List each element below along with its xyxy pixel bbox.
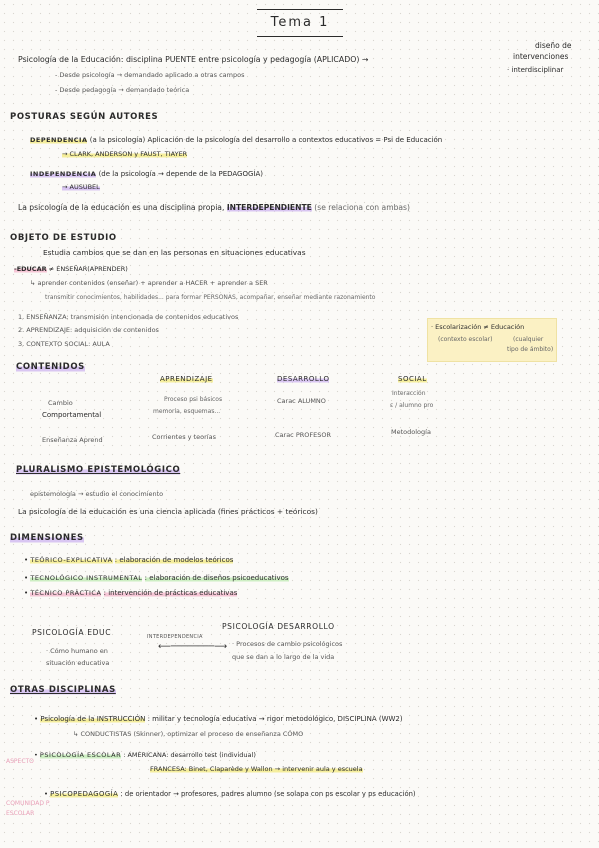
objeto-item-3: 3. CONTEXTO SOCIAL: AULA (18, 340, 110, 348)
side-note-comunidad-1: COMUNIDAD P (6, 800, 50, 807)
intro-side-note-1: diseño de (535, 41, 572, 50)
dimension-2-bullet: • (24, 574, 31, 582)
side-note-comunidad-2: ESCOLAR (6, 810, 35, 817)
diagram-left-sub-2: situación educativa (46, 659, 110, 667)
diagram-left-sub-1: · Cómo humano en (46, 647, 108, 655)
note-line-3: (cualquier (513, 336, 544, 343)
independencia-label: INDEPENDENCIA (30, 170, 97, 178)
conclusion-main: La psicología de la educación es una disciplina propia, (18, 203, 225, 212)
row1-aprendizaje-b: memoria, esquemas... (153, 408, 221, 415)
educar-rest: ≠ ENSEÑAR(APRENDER) (48, 265, 128, 273)
column-social-label: SOCIAL (398, 375, 427, 383)
note-line-2: (contexto escolar) (438, 336, 493, 343)
otras-item-2-b-text: FRANCESA: Binet, Claparède y Wallon → intervenir aula y escuela (150, 765, 363, 773)
note-line-4: tipo de ámbito) (507, 346, 554, 353)
diagram-right-sub-2: que se dan a lo largo de la vida (232, 653, 335, 661)
dependencia-line (30, 136, 442, 145)
otras-item-1 (34, 715, 403, 723)
otras-item-3-text: : de orientador → profesores, padres alumno (se solapa con ps escolar y ps educación) (120, 790, 416, 798)
pluralismo-heading (16, 465, 180, 475)
conclusion-keyword: INTERDEPENDIENTE (226, 203, 312, 212)
dependencia-authors (62, 151, 187, 159)
educar-label: -EDUCAR (14, 265, 47, 273)
row2-desarrollo: Carac PROFESOR (275, 431, 331, 439)
otras-item-3 (44, 790, 416, 798)
objeto-definition: Estudia cambios que se dan en las personas en situaciones educativas (43, 248, 306, 257)
bidirectional-arrow-icon: ⟵────────⟶ (158, 642, 228, 652)
educar-sub-2: transmitir conocimientos, habilidades... para formar PERSONAS, acompañar, enseñar mediante razonamiento (45, 294, 376, 301)
objeto-heading: OBJETO DE ESTUDIO (10, 233, 117, 243)
column-aprendizaje (160, 375, 213, 383)
column-aprendizaje-label: APRENDIZAJE (160, 375, 213, 383)
contenidos-heading (16, 362, 85, 372)
educar-line (14, 266, 128, 274)
otras-item-1-text: : militar y tecnología educativa → rigor metodológico, DISCIPLINA (WW2) (147, 715, 403, 723)
side-note-aspecto: ASPECTO (6, 758, 34, 765)
dimension-2-label: TECNOLÓGICO INSTRUMENTAL (30, 574, 143, 582)
pluralismo-heading-text: PLURALISMO EPISTEMOLÓGICO (16, 465, 181, 475)
independencia-authors-text: → AUSUBEL (62, 183, 100, 191)
dimensiones-heading (10, 533, 84, 543)
dimension-2-text: : elaboración de diseños psicoeducativos (144, 574, 289, 582)
row2-label: Enseñanza Aprend (42, 436, 103, 444)
dependencia-authors-text: → CLARK, ANDERSON y FAUST, TIAYER (62, 150, 188, 158)
otras-item-2 (34, 752, 256, 760)
independencia-line (30, 170, 263, 179)
dimension-1 (24, 556, 233, 565)
column-desarrollo-label: DESARROLLO (277, 375, 330, 383)
diagram-right-sub-1: · Procesos de cambio psicológicos (232, 640, 343, 648)
row1-desarrollo: Carac ALUMNO (277, 397, 326, 405)
pluralismo-line-1: epistemología → estudio el conocimiento (30, 490, 164, 498)
dependencia-text: (a la psicología) Aplicación de la psicología del desarrollo a contextos educativos = Psi de Educación (89, 136, 443, 144)
diagram-right-title: PSICOLOGÍA DESARROLLO (222, 622, 335, 631)
dimension-3 (24, 589, 237, 598)
dependencia-label: DEPENDENCIA (30, 136, 88, 144)
otras-item-2-label: PSICOLOGÍA ESCOLAR (39, 751, 122, 759)
diagram-left-title: PSICOLOGÍA EDUC (32, 628, 112, 637)
dimensiones-heading-text: DIMENSIONES (10, 533, 84, 543)
row1-label-b: Comportamental (42, 411, 102, 419)
otras-heading (10, 685, 116, 695)
column-social (398, 375, 427, 383)
educar-sub-1: ↳ aprender contenidos (enseñar) + aprender a HACER + aprender a SER (30, 279, 268, 287)
column-desarrollo (277, 375, 329, 383)
otras-heading-text: OTRAS DISCIPLINAS (10, 685, 116, 695)
objeto-item-1: 1. ENSEÑANZA: transmisión intencionada de contenidos educativos (18, 313, 239, 321)
pluralismo-line-2: La psicología de la educación es una ciencia aplicada (fines prácticos + teóricos) (18, 507, 318, 516)
objeto-item-2: 2. APRENDIZAJE: adquisición de contenidos (18, 326, 159, 334)
otras-item-1-label: Psicología de la INSTRUCCIÓN (40, 715, 146, 723)
dimension-1-text: : elaboración de modelos teóricos (114, 556, 234, 564)
row1-social-b: ε / alumno pro (390, 402, 434, 409)
dimension-3-label: TÉCNICO PRÁCTICA (30, 589, 102, 597)
dimension-1-label: TEÓRICO-EXPLICATIVA (30, 556, 113, 564)
intro-definition: Psicología de la Educación: disciplina PUENTE entre psicología y pedagogía (APLICADO) → (18, 55, 369, 64)
row2-aprendizaje: Corrientes y teorías (152, 433, 216, 441)
note-line-1: · Escolarización ≠ Educación (431, 323, 525, 331)
row1-label-a: Cambio (48, 399, 73, 407)
otras-item-1-bullet: • (34, 715, 41, 723)
independencia-authors (62, 184, 100, 192)
contenidos-heading-text: CONTENIDOS (16, 362, 85, 372)
dimension-3-bullet: • (24, 589, 31, 597)
dimension-2 (24, 574, 289, 583)
row1-social-a: Interacción (392, 390, 426, 397)
otras-item-2-text: : AMERICANA: desarrollo test (individual) (123, 751, 256, 759)
row1-aprendizaje-a: Proceso psi básicos (164, 396, 223, 403)
diagram-middle-label: INTERDEPENDENCIA (147, 634, 203, 640)
posturas-conclusion (18, 203, 410, 212)
dimension-1-bullet: • (24, 556, 31, 564)
otras-item-2-b (150, 766, 363, 774)
intro-bullet-psychology: - Desde psicología → demandado aplicado a otras campos (55, 71, 245, 79)
otras-item-1-sub: ↳ CONDUCTISTAS (Skinner), optimizar el proceso de enseñanza CÓMO (73, 730, 304, 738)
dimension-3-text: : intervención de prácticas educativas (103, 589, 238, 597)
otras-item-3-bullet: • (44, 790, 51, 798)
page-title: Tema 1 (257, 9, 343, 37)
intro-side-note-3: · interdisciplinar (507, 66, 564, 74)
conclusion-note: (se relaciona con ambas) (314, 203, 410, 212)
intro-bullet-pedagogy: - Desde pedagogía → demandado teórica (55, 86, 190, 94)
intro-side-note-2: intervenciones (513, 52, 569, 61)
otras-item-2-bullet: • (34, 751, 40, 759)
row2-social: Metodología (391, 428, 431, 436)
otras-item-3-label: PSICOPEDAGOGÍA (50, 790, 119, 798)
posturas-heading: POSTURAS SEGÚN AUTORES (10, 112, 159, 122)
independencia-text: (de la psicología → depende de la PEDAGOGÍA) (98, 170, 263, 178)
